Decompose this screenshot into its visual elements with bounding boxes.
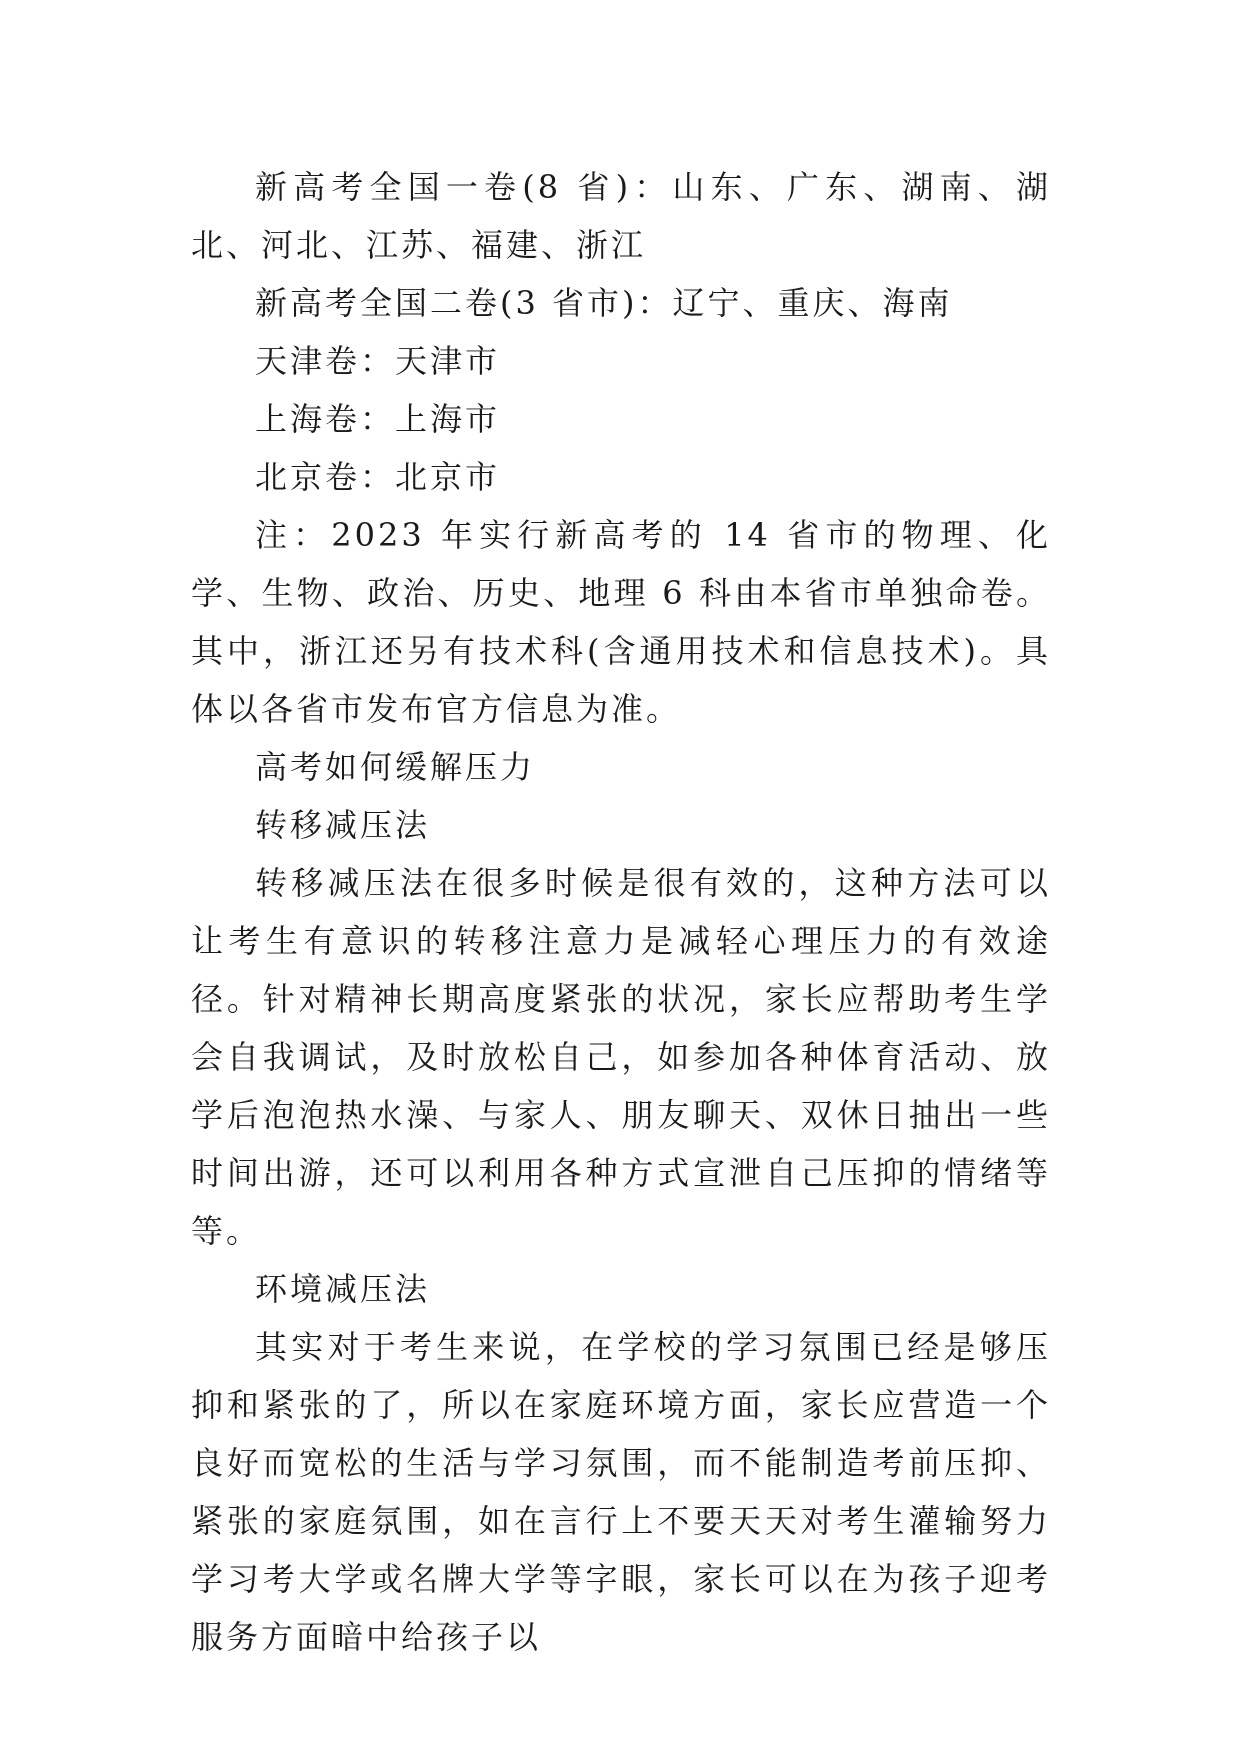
paragraph-transfer-method: 转移减压法在很多时候是很有效的，这种方法可以让考生有意识的转移注意力是减轻心理压力的有效途径。针对精神长期高度紧张的状况，家长应帮助考生学会自我调试，及时放松自己，如参加各种体育活动、放学后泡泡热水澡、与家人、朋友聊天、双休日抽出一些时间出游，还可以利用各种方式宣泄自己压抑的情绪等等。 — [191, 864, 1051, 1250]
paragraph-tianjin: 天津卷：天津市 — [255, 342, 501, 380]
subheading-transfer-method: 转移减压法 — [255, 806, 431, 844]
paragraph-note: 注：2023 年实行新高考的 14 省市的物理、化学、生物、政治、历史、地理 6 科由本省市单独命卷。其中，浙江还另有技术科(含通用技术和信息技术)。具体以各省市发布官方信息为准。 — [191, 516, 1051, 728]
paragraph-exam-paper-1: 新高考全国一卷(8 省)：山东、广东、湖南、湖北、河北、江苏、福建、浙江 — [191, 168, 1051, 264]
document-body — [191, 158, 1051, 1666]
paragraph-exam-paper-2: 新高考全国二卷(3 省市)：辽宁、重庆、海南 — [255, 284, 953, 322]
subheading-environment-method: 环境减压法 — [255, 1270, 431, 1308]
paragraph-beijing: 北京卷：北京市 — [255, 458, 501, 496]
paragraph-shanghai: 上海卷：上海市 — [255, 400, 501, 438]
paragraph-environment-method: 其实对于考生来说，在学校的学习氛围已经是够压抑和紧张的了，所以在家庭环境方面，家长应营造一个良好而宽松的生活与学习氛围，而不能制造考前压抑、紧张的家庭氛围，如在言行上不要天天对考生灌输努力学习考大学或名牌大学等字眼，家长可以在为孩子迎考服务方面暗中给孩子以 — [191, 1328, 1051, 1656]
section-heading-stress-relief: 高考如何缓解压力 — [255, 748, 536, 786]
